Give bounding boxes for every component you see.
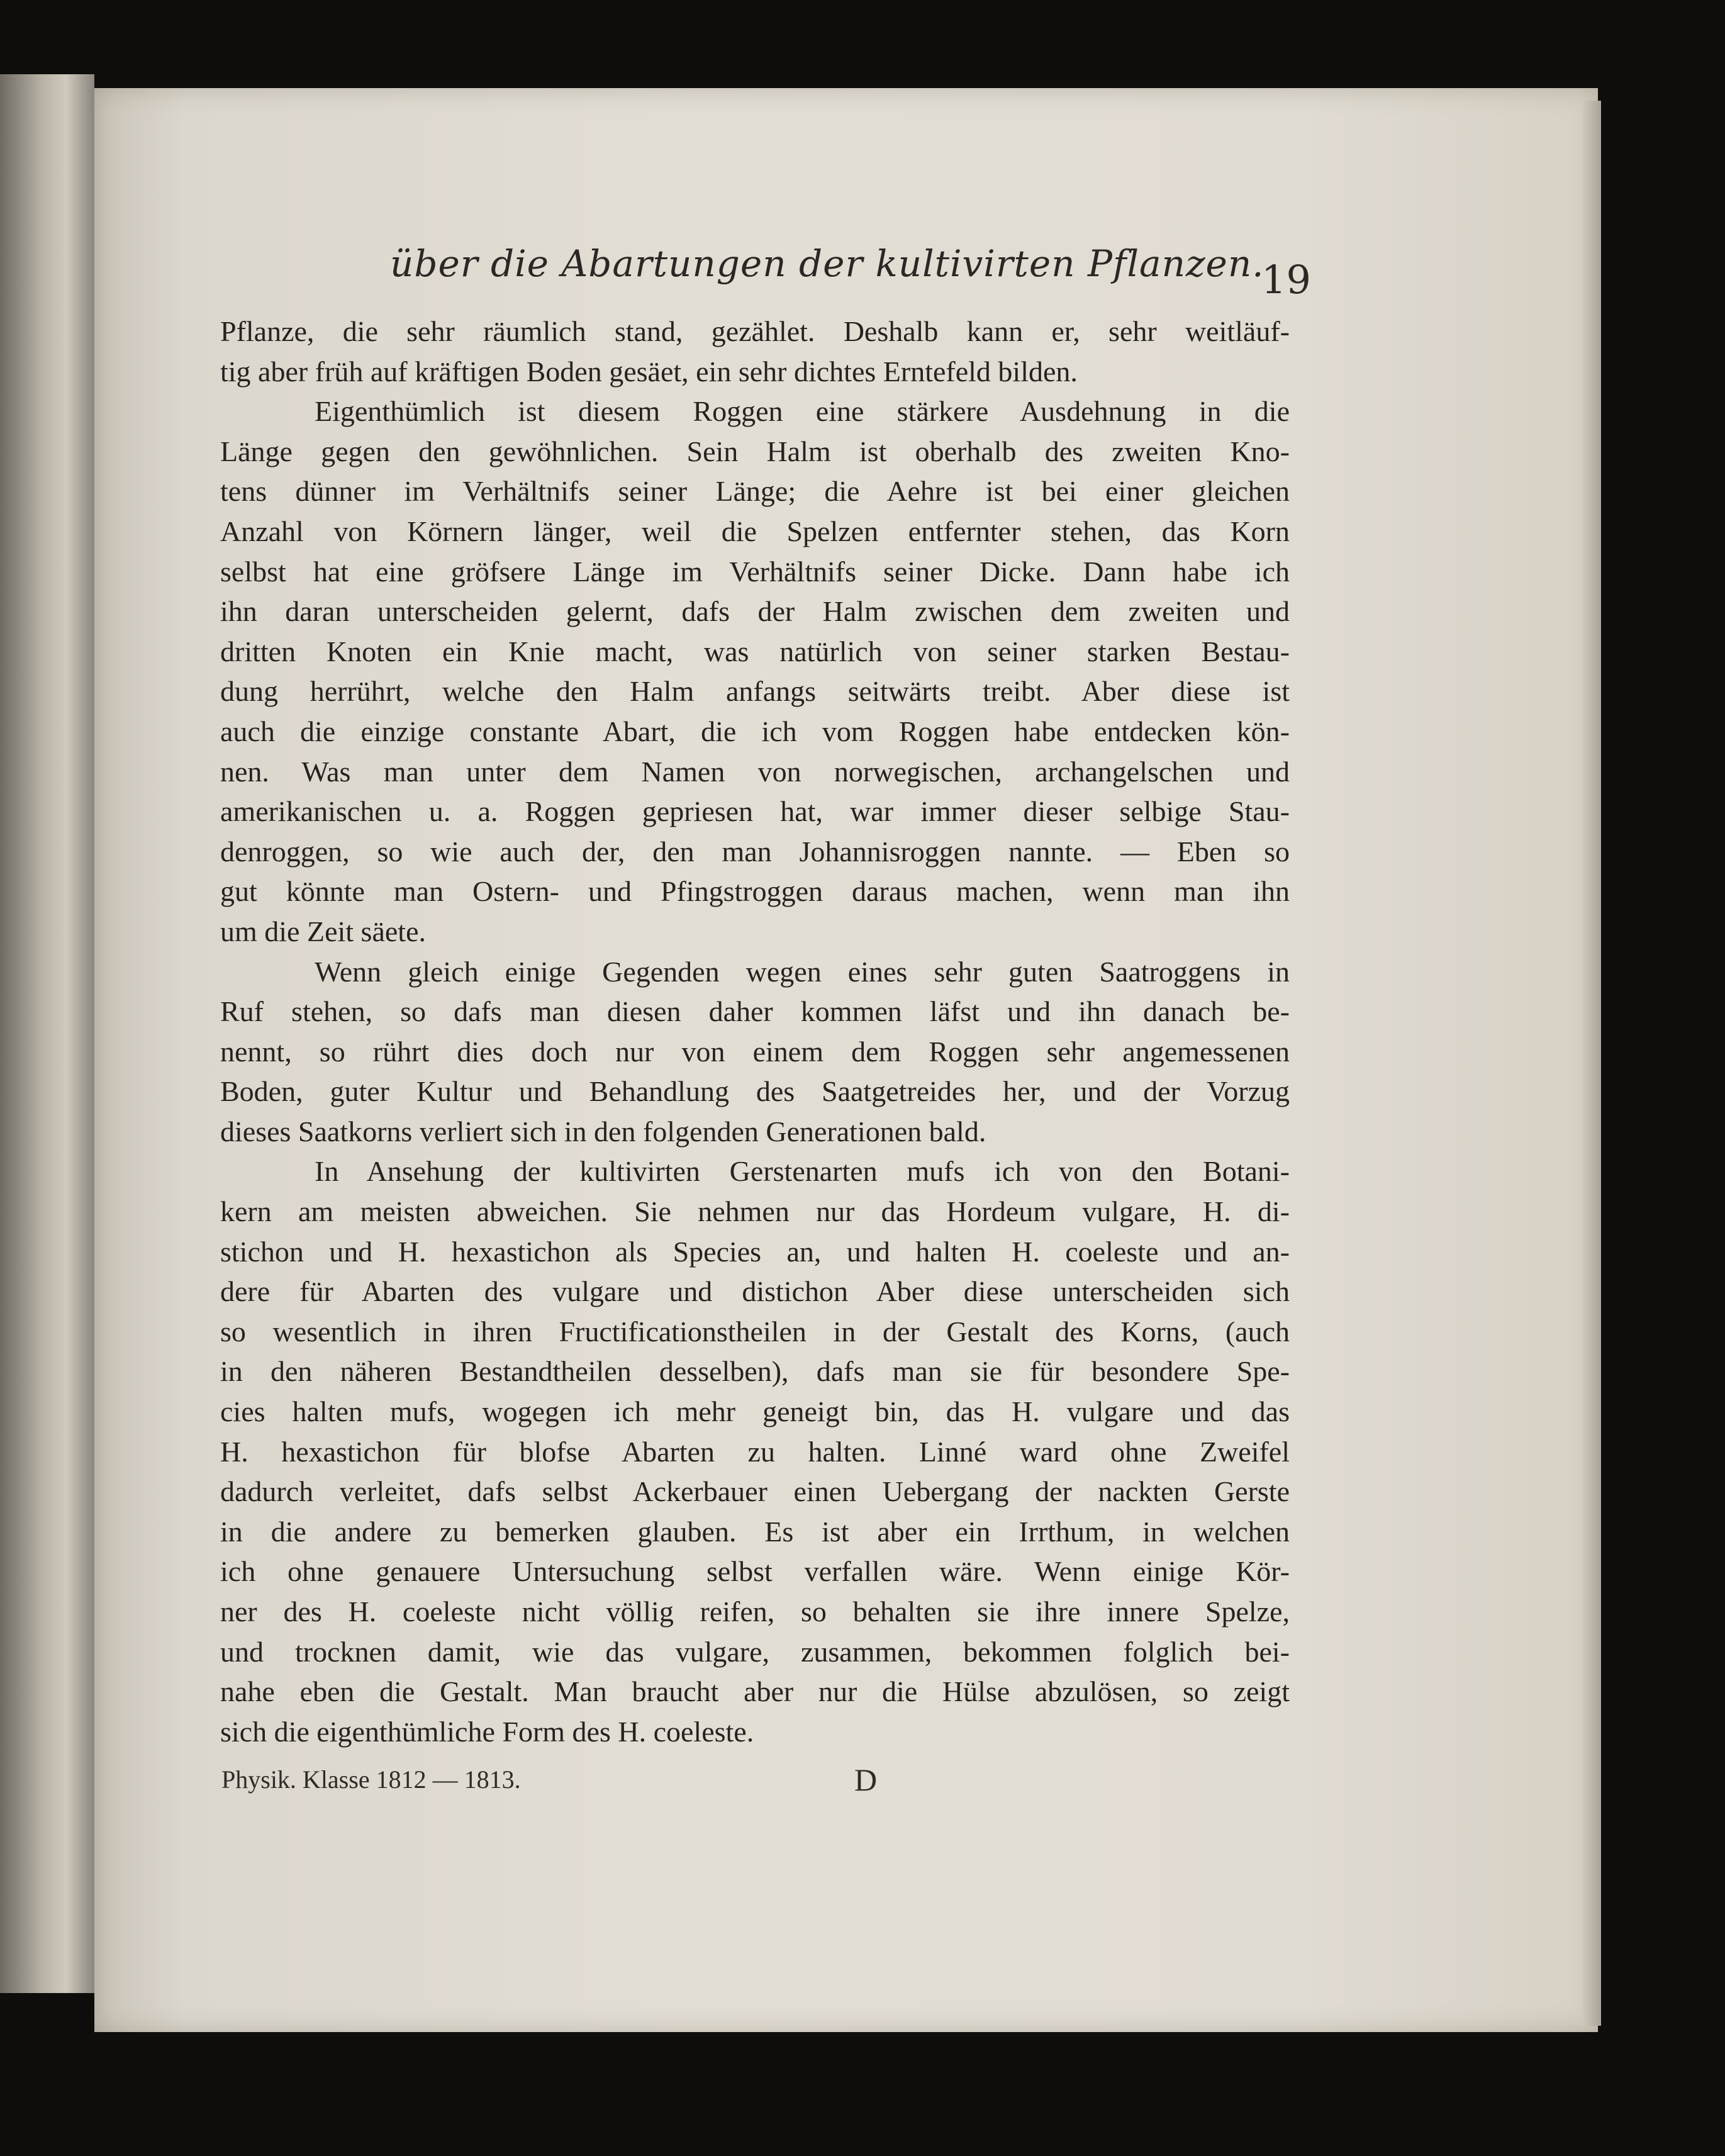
text-line: um die Zeit säete. (220, 915, 426, 947)
text-line: kern am meisten abweichen. Sie nehmen nur das Hordeum vulgare, H. di- (220, 1195, 1290, 1228)
text-line: ner des H. coeleste nicht völlig reifen, so behalten sie ihre innere Spelze, (220, 1595, 1290, 1628)
text-line: nen. Was man unter dem Namen von norwegischen, archangelschen und (220, 755, 1290, 788)
text-line: Wenn gleich einige Gegenden wegen eines sehr guten Saatroggens in (315, 955, 1290, 988)
text-line: Pflanze, die sehr räumlich stand, gezählet. Deshalb kann er, sehr weitläuf- (220, 315, 1290, 347)
text-line: sich die eigenthümliche Form des H. coeleste. (220, 1715, 754, 1748)
text-line: selbst hat eine gröfsere Länge im Verhältnifs seiner Dicke. Dann habe ich (220, 555, 1290, 588)
page-fore-edge (1582, 101, 1601, 2026)
body-text (220, 311, 1290, 1751)
text-line: amerikanischen u. a. Roggen gepriesen hat, war immer dieser selbige Stau- (220, 795, 1290, 828)
text-line: nennt, so rührt dies doch nur von einem dem Roggen sehr angemessenen (220, 1035, 1290, 1068)
text-line: tig aber früh auf kräftigen Boden gesäet, ein sehr dichtes Erntefeld bilden. (220, 355, 1078, 388)
footer-series: Physik. Klasse 1812 — 1813. (221, 1765, 521, 1794)
text-line: ihn daran unterscheiden gelernt, dafs der Halm zwischen dem zweiten und (220, 595, 1290, 628)
text-line: dung herrührt, welche den Halm anfangs seitwärts treibt. Aber diese ist (220, 675, 1290, 708)
text-line: stichon und H. hexastichon als Species an, und halten H. coeleste und an- (220, 1235, 1290, 1268)
text-line: Eigenthümlich ist diesem Roggen eine stärkere Ausdehnung in die (315, 395, 1290, 428)
text-line: H. hexastichon für blofse Abarten zu halten. Linné ward ohne Zweifel (220, 1435, 1290, 1468)
text-line: nahe eben die Gestalt. Man braucht aber nur die Hülse abzulösen, so zeigt (220, 1675, 1290, 1708)
signature-mark: D (854, 1762, 878, 1797)
text-line: tens dünner im Verhältnifs seiner Länge; die Aehre ist bei einer gleichen (220, 475, 1290, 508)
text-line: Boden, guter Kultur und Behandlung des Saatgetreides her, und der Vorzug (220, 1075, 1290, 1108)
running-head: über die Abartungen der kultivirten Pflanzen. (390, 242, 1264, 285)
text-line: Ruf stehen, so dafs man diesen daher kommen läfst und ihn danach be- (220, 995, 1290, 1028)
text-line: Länge gegen den gewöhnlichen. Sein Halm ist oberhalb des zweiten Kno- (220, 435, 1290, 467)
text-line: cies halten mufs, wogegen ich mehr geneigt bin, das H. vulgare und das (220, 1395, 1290, 1428)
facing-page-edge (0, 74, 94, 1993)
text-line: ich ohne genauere Untersuchung selbst verfallen wäre. Wenn einige Kör- (220, 1555, 1290, 1588)
text-line: in die andere zu bemerken glauben. Es ist aber ein Irrthum, in welchen (220, 1515, 1290, 1548)
text-line: Anzahl von Körnern länger, weil die Spelzen entfernter stehen, das Korn (220, 515, 1290, 547)
text-line: dadurch verleitet, dafs selbst Ackerbauer einen Uebergang der nackten Gerste (220, 1475, 1290, 1508)
text-line: dere für Abarten des vulgare und distichon Aber diese unterscheiden sich (220, 1275, 1290, 1308)
page-number: 19 (1261, 257, 1311, 303)
text-line: gut könnte man Ostern- und Pfingstroggen daraus machen, wenn man ihn (220, 875, 1290, 908)
text-line: in den näheren Bestandtheilen desselben), dafs man sie für besondere Spe- (220, 1355, 1290, 1388)
text-line: und trocknen damit, wie das vulgare, zusammen, bekommen folglich bei- (220, 1635, 1290, 1668)
text-line: auch die einzige constante Abart, die ich vom Roggen habe entdecken kön- (220, 715, 1290, 747)
text-line: so wesentlich in ihren Fructificationstheilen in der Gestalt des Korns, (auch (220, 1315, 1290, 1348)
text-line: denroggen, so wie auch der, den man Johannisroggen nannte. — Eben so (220, 835, 1290, 868)
text-line: In Ansehung der kultivirten Gerstenarten mufs ich von den Botani- (315, 1155, 1290, 1188)
text-line: dritten Knoten ein Knie macht, was natürlich von seiner starken Bestau- (220, 635, 1290, 667)
text-line: dieses Saatkorns verliert sich in den folgenden Generationen bald. (220, 1115, 986, 1148)
